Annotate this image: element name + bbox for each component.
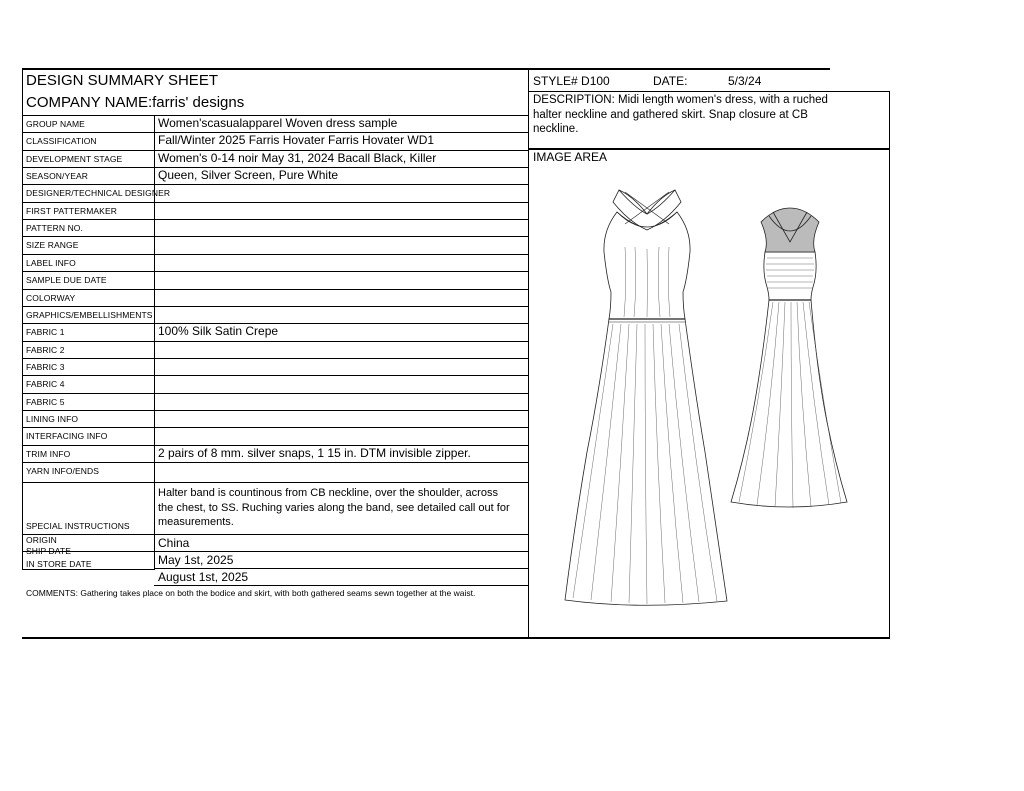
ship-date-value: May 1st, 2025 <box>158 553 234 567</box>
row-label: DESIGNER/TECHNICAL DESIGNER <box>26 188 171 199</box>
row-label: LABEL INFO <box>26 257 76 268</box>
row-top-line <box>22 358 528 359</box>
row-value: 2 pairs of 8 mm. silver snaps, 1 15 in. DTM invisible zipper. <box>158 445 471 460</box>
sheet-left-border <box>22 68 23 570</box>
image-area-label: IMAGE AREA <box>533 150 608 164</box>
description-label: DESCRIPTION: <box>533 94 615 106</box>
origin-label: ORIGIN <box>26 535 57 545</box>
label-column-divider <box>154 115 155 570</box>
in-store-date-label: IN STORE DATE <box>26 559 92 569</box>
date-value: 5/3/24 <box>728 74 762 88</box>
description-text-1: Midi length women's dress, with a ruched <box>618 94 828 106</box>
special-instructions-text <box>158 486 526 530</box>
row-label: GROUP NAME <box>26 119 85 129</box>
labels-bottom-line <box>22 569 154 570</box>
row-label: DEVELOPMENT STAGE <box>26 153 123 164</box>
row-label: INTERFACING INFO <box>26 431 108 442</box>
row-value: Women's 0-14 noir May 31, 2024 Bacall Black, Killer <box>158 150 437 165</box>
comments-text: Gathering takes place on both the bodice and skirt, with both gathered seams sewn together at the waist. <box>80 588 476 598</box>
row-top-line <box>22 202 528 203</box>
sheet-title: DESIGN SUMMARY SHEET <box>26 72 218 89</box>
row-value: Queen, Silver Screen, Pure White <box>158 168 339 183</box>
description-block <box>533 93 885 137</box>
row-label: SEASON/YEAR <box>26 171 89 182</box>
row-label: CLASSIFICATION <box>26 136 97 147</box>
description-top-line <box>528 91 890 92</box>
comments-label: COMMENTS: <box>26 588 78 598</box>
row-label: GRAPHICS/EMBELLISHMENTS <box>26 309 153 320</box>
row-label: LINING INFO <box>26 413 79 424</box>
row-top-line <box>22 254 528 255</box>
date-label: DATE: <box>653 74 688 88</box>
row-top-line <box>22 236 528 237</box>
company-name <box>26 94 244 112</box>
row-label: FABRIC 2 <box>26 344 65 355</box>
row-top-line <box>22 184 528 185</box>
style-number <box>533 74 610 88</box>
row-label: TRIM INFO <box>26 448 71 459</box>
sheet-bottom-border <box>22 637 890 639</box>
in-store-date-value: August 1st, 2025 <box>158 570 249 584</box>
row-value: 100% Silk Satin Crepe <box>158 324 279 339</box>
row-top-line <box>22 427 528 428</box>
special-instructions-line-1: Halter band is countinous from CB neckline, over the shoulder, across <box>158 487 498 499</box>
comments <box>26 588 475 598</box>
row-top-line <box>22 375 528 376</box>
row-top-line <box>22 341 528 342</box>
row-label: PATTERN NO. <box>26 223 83 234</box>
special-instructions-line-3: measurements. <box>158 516 234 529</box>
row-label: SIZE RANGE <box>26 240 79 251</box>
row-label: SAMPLE DUE DATE <box>26 275 107 286</box>
row-label: FIRST PATTERMAKER <box>26 205 117 216</box>
row-value: Fall/Winter 2025 Farris Hovater Farris Hovater WD1 <box>158 133 435 148</box>
row-label: FABRIC 1 <box>26 327 65 338</box>
row-label: YARN INFO/ENDS <box>26 466 100 476</box>
row-value: Women'scasualapparel Woven dress sample <box>158 116 398 130</box>
dress-front-icon <box>565 190 727 605</box>
table-bottom-line <box>154 585 528 586</box>
company-name-label: COMPANY NAME: <box>26 94 153 111</box>
dress-back-icon <box>731 208 847 507</box>
row-top-line <box>22 219 528 220</box>
row-top-line <box>22 306 528 307</box>
row-top-line <box>22 271 528 272</box>
description-line-1 <box>533 93 885 108</box>
style-value: D100 <box>581 74 610 88</box>
row-label: FABRIC 5 <box>26 396 65 407</box>
description-line-3: neckline. <box>533 123 579 136</box>
row-top-line <box>22 410 528 411</box>
special-instructions-line-2: the chest, to SS. Ruching varies along the band, see detailed call out for <box>158 501 510 514</box>
ship-date-label: SHIP DATE <box>26 546 71 556</box>
origin-value: China <box>158 536 190 550</box>
style-label: STYLE# <box>533 74 578 88</box>
row-label: FABRIC 3 <box>26 361 65 372</box>
sheet-top-border <box>22 68 830 70</box>
company-name-value: farris' designs <box>152 94 245 111</box>
row-top-line <box>22 393 528 394</box>
row-top-line <box>22 462 528 463</box>
row-label: FABRIC 4 <box>26 379 65 390</box>
row-label: COLORWAY <box>26 292 76 303</box>
special-instructions-top-line <box>22 482 528 483</box>
right-border <box>889 91 890 638</box>
in-store-date-top-line <box>154 568 528 569</box>
row-top-line <box>22 289 528 290</box>
special-instructions-label: SPECIAL INSTRUCTIONS <box>26 521 130 531</box>
description-line-2: halter neckline and gathered skirt. Snap closure at CB <box>533 108 808 121</box>
image-area-sketches <box>529 152 888 636</box>
